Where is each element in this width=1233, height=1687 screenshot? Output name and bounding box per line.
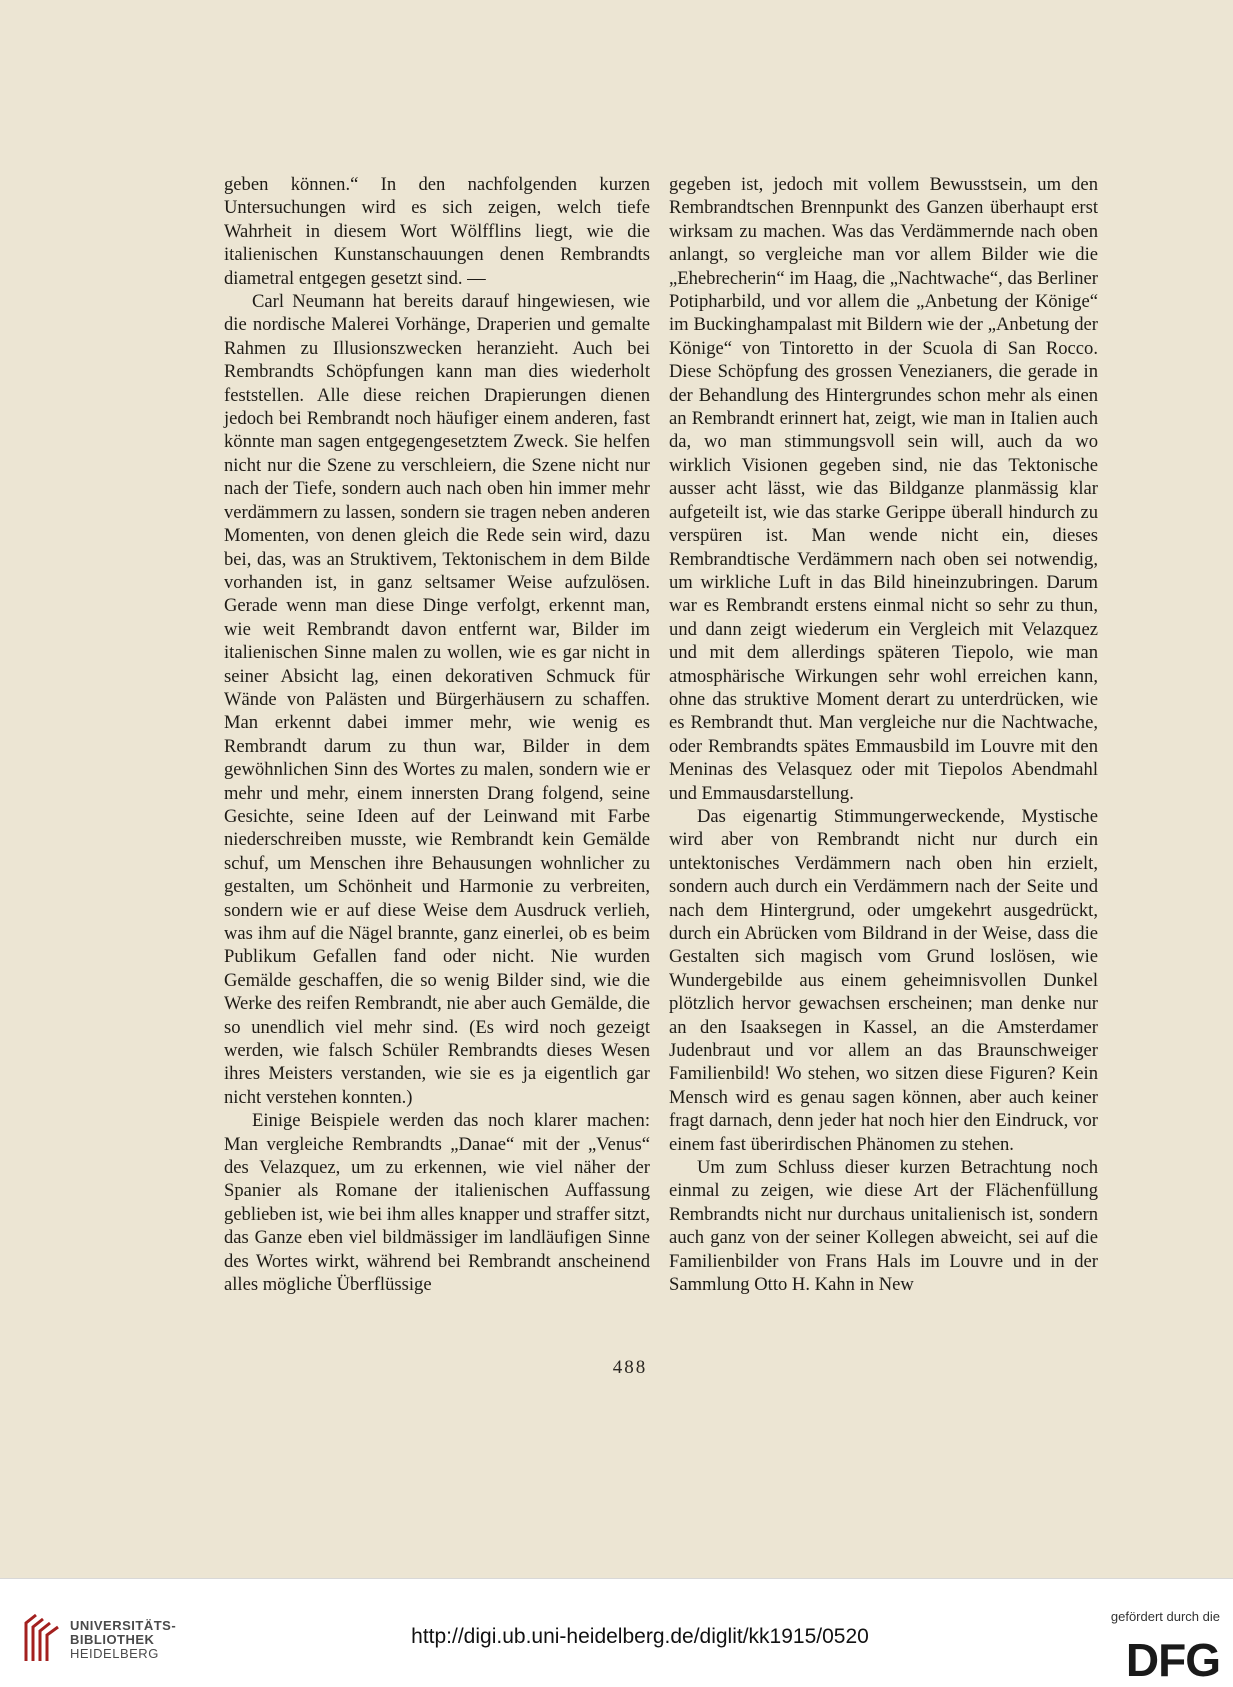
paragraph: Das eigenartig Stimmungerweckende, Mystische wird aber von Rembrandt nicht nur durch ein untektonisches Verdämmern nach oben hin erzielt, sondern auch durch ein Verdämmern nach der Seite und nach dem Hintergrund, oder umgekehrt ausgedrückt, durch ein Abrücken vom Bildrand in der Weise, dass die Gestalten sich magisch vom Grund loslösen, wie Wundergebilde aus einem geheimnisvollen Dunkel plötzlich hervor gewachsen erscheinen; man denke nur an den Isaaksegen in Kassel, an die Amsterdamer Judenbraut und vor allem an das Braunschweiger Familienbild! Wo stehen, wo sitzen diese Figuren? Kein Mensch wird es genau sagen können, aber auch keiner fragt darnach, denn jeder hat noch hier den Eindruck, vor einem fast überirdischen Phänomen zu stehen. [669, 805, 1098, 1155]
page-number: 488 [612, 1357, 648, 1378]
library-name-line: BIBLIOTHEK [70, 1632, 155, 1647]
funded-by-label: gefördert durch die [1110, 1609, 1220, 1624]
paragraph: Um zum Schluss dieser kurzen Betrachtung noch einmal zu zeigen, wie diese Art der Flächenfüllung Rembrandts nicht nur durchaus unitalienisch ist, sondern auch ganz von der seiner Kollegen abweicht, sei auf die Familienbilder von Frans Hals im Louvre und in der Sammlung Otto H. Kahn in New [669, 1157, 1098, 1296]
footer-bar [0, 1578, 1233, 1687]
library-name [70, 1619, 176, 1661]
paragraph: gegeben ist, jedoch mit vollem Bewusstsein, um den Rembrandtschen Brennpunkt des Ganzen überhaupt erst wirksam zu machen. Was das Verdämmernde nach oben anlangt, so vergleiche man vor allem Bilder wie die „Ehebrecherin“ im Haag, die „Nachtwache“, das Berliner Potipharbild, und vor allem die „Anbetung der Könige“ im Buckinghampalast mit Bildern wie der „Anbetung der Könige“ von Tintoretto in der Scuola di San Rocco. Diese Schöpfung des grossen Venezianers, die gerade in der Behandlung des Hintergrundes schon mehr als einen an Rembrandt erinnert hat, zeigt, wie man in Italien auch da, wo man stimmungsvoll sein will, auch da wo wirklich Visionen gegeben sind, nie das Tektonische ausser acht lässt, wie das Bildganze planmässig klar aufgeteilt ist, wie das starke Gerippe überall hindurch zu verspüren ist. Man wende nicht ein, dieses Rembrandtische Verdämmern nach oben sei notwendig, um wirkliche Luft in das Bild hineinzubringen. Darum war es Rembrandt erstens einmal nicht so sehr zu thun, und dann zeigt wiederum ein Vergleich mit Velazquez und mit dem allerdings späteren Tiepolo, wie man atmosphärische Wirkungen sehr wohl erreichen kann, ohne das struktive Moment derart zu unterdrücken, wie es Rembrandt thut. Man vergleiche nur die Nachtwache, oder Rembrandts spätes Emmausbild im Louvre mit den Meninas des Velasquez oder mit Tiepolos Abendmahl und Emmausdarstellung. [669, 174, 1098, 804]
right-text-column [669, 173, 1098, 1297]
library-name-line: UNIVERSITÄTS- [70, 1618, 177, 1633]
dfg-logo: DFG [1125, 1634, 1220, 1686]
paragraph: Carl Neumann hat bereits darauf hingewiesen, wie die nordische Malerei Vorhänge, Draperien und gemalte Rahmen zu Illusionszwecken heranzieht. Auch bei Rembrandts Schöpfungen kann man dies wiederholt feststellen. Alle diese reichen Drapierungen dienen jedoch bei Rembrandt noch häufiger einem anderen, fast könnte man sagen entgegengesetztem Zweck. Sie helfen nicht nur die Szene zu verschleiern, die Szene nicht nur nach der Tiefe, sondern auch nach oben hin immer mehr verdämmern zu lassen, sondern sie tragen neben anderen Momenten, von denen gleich die Rede sein wird, dazu bei, das, was an Struktivem, Tektonischem in dem Bilde vorhanden ist, in ganz seltsamer Weise aufzulösen. Gerade wenn man diese Dinge verfolgt, erkennt man, wie weit Rembrandt davon entfernt war, Bilder im italienischen Sinne malen zu wollen, wie es gar nicht in seiner Absicht lag, einen dekorativen Schmuck für Wände von Palästen und Bürgerhäusern zu schaffen. Man erkennt dabei immer mehr, wie wenig es Rembrandt darum zu thun war, Bilder in dem gewöhnlichen Sinn des Wortes zu malen, sondern wie er mehr und mehr, einem innersten Drang folgend, seine Gesichte, seine Ideen auf der Leinwand mit Farbe niederschreiben musste, wie Rembrandt kein Gemälde schuf, um Menschen ihre Behausungen wohnlicher zu gestalten, um Schönheit und Harmonie zu verbreiten, sondern wie er auf diese Weise dem Ausdruck verlieh, was ihm auf die Nägel brannte, ganz einerlei, ob es beim Publikum Gefallen fand oder nicht. Nie wurden Gemälde geschaffen, die so wenig Bilder sind, wie die Werke des reifen Rembrandt, nie aber auch Gemälde, die so unendlich viel mehr sind. (Es wird noch gezeigt werden, wie falsch Schüler Rembrandts dieses Wesen ihres Meisters verstanden, wie sie es ja eigentlich gar nicht verstehen konnten.) [224, 291, 650, 1108]
paragraph: Einige Beispiele werden das noch klarer machen: Man vergleiche Rembrandts „Danae“ mit der „Venus“ des Velazquez, um zu erkennen, wie viel näher der Spanier als Romane der italienischen Auffassung geblieben ist, wie bei ihm alles knapper und straffer sitzt, das Ganze eben viel bildmässiger im landläufigen Sinne des Wortes wirkt, während bei Rembrandt anscheinend alles mögliche Überflüssige [224, 1110, 650, 1296]
university-library-logo-icon [22, 1609, 66, 1665]
left-text-column [224, 173, 650, 1297]
paragraph: geben können.“ In den nachfolgenden kurzen Untersuchungen wird es sich zeigen, welch tiefe Wahrheit in diesem Wort Wölfflins liegt, wie die italienischen Kunstanschauungen denen Rembrandts diametral entgegen gesetzt sind. — [224, 174, 650, 289]
library-name-line: HEIDELBERG [70, 1646, 159, 1661]
source-url-link[interactable]: http://digi.ub.uni-heidelberg.de/diglit/kk1915/0520 [411, 1625, 869, 1648]
